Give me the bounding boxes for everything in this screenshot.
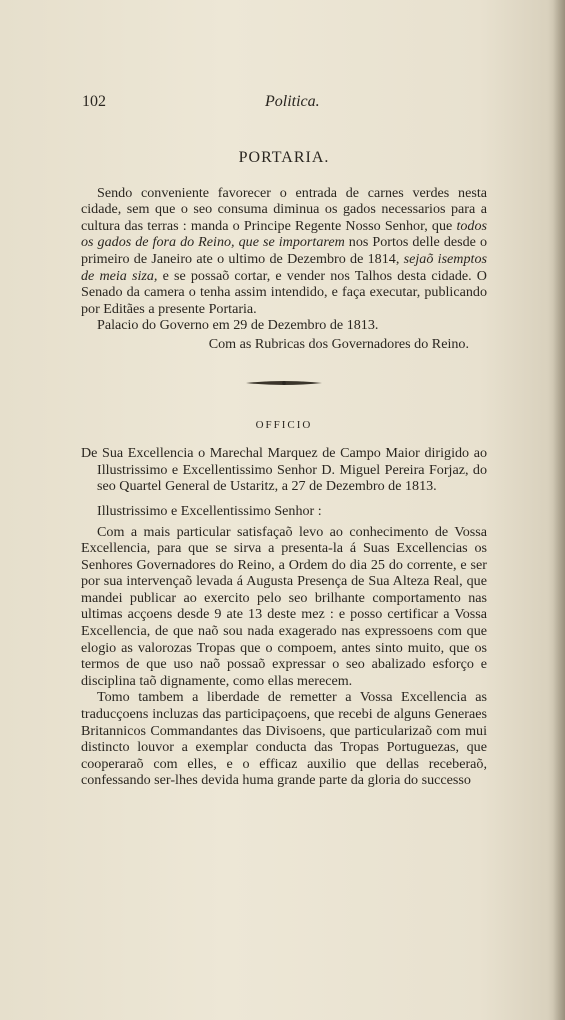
portaria-signoff: Com as Rubricas dos Governadores do Reino. [208,335,469,352]
portaria-italic-1: todos os gados de fora do Reino, que se importarem [81,217,487,251]
officio-heading: OFFICIO [255,418,313,431]
portaria-italic-2: sejaõ isemptos de meia siza, [81,250,487,284]
portaria-dateline: Palacio do Governo em 29 de Dezembro de 1813. [97,317,379,334]
portaria-text-2: nos Portos delle desde o primeiro de Janeiro ate o ultimo de Dezembro de 1814, [81,234,487,267]
ornament-divider [246,379,322,387]
page-edge-shadow [553,0,565,1020]
officio-intro: De Sua Excellencia o Marechal Marquez de Campo Maior dirigido ao Illustrissimo e Excellentissimo Senhor D. Miguel Pereira Forjaz, do seo Quartel General de Ustaritz, a 27 de Dezembro de 1813. [81,445,487,495]
officio-paragraph-2: Tomo tambem a liberdade de remetter a Vossa Excellencia as traducçoens incluzas das participaçoens, que recebi de alguns Generaes Britannicos Commandantes das Divisoens, que particularizaõ com mui distincto louvor a exemplar conducta das Tropas Portuguezas, que cooperaraõ com elles, e o efficaz auxilio que dellas receberaõ, confessando ser-lhes devida huma grande parte da gloria do successo [81,689,487,789]
running-title: Politica. [265,93,320,110]
officio-paragraph-1: Com a mais particular satisfaçaõ levo ao conhecimento de Vossa Excellencia, para que se sirva a presenta-la á Suas Excellencias os Senhores Governadores do Reino, a Ordem do dia 25 do corrente, e ser por sua intervençaõ levada á Augusta Presença de Sua Alteza Real, que mandei publicar ao exercito pelo seo brilhante comportamento nas ultimas acçoens desde 9 ate 13 deste mez : e posso certificar a Vossa Excellencia, de que naõ sou nada exagerado nas expressoens com que elogio as valorozas Tropas que o compoem, antes sinto muito, que os termos de que uso naõ possaõ expressar o seo abalizado esforço e disciplina taõ dignamente, como ellas merecem. [81,523,487,689]
page-content [81,150,487,789]
portaria-text-1: Sendo conveniente favorecer o entrada de carnes verdes nesta cidade, sem que o seo consuma diminua os gados necessarios para a cultura das terras : manda o Principe Regente Nosso Senhor, que [81,184,487,234]
running-head [82,93,492,117]
officio-salutation: Illustrissimo e Excellentissimo Senhor : [97,502,322,519]
portaria-text-3: e se possaõ cortar, e vender nos Talhos desta cidade. O Senado da camera o tenha assim intendido, e faça executar, publicando por Editães a presente Portaria. [81,267,487,317]
page-number: 102 [82,93,106,110]
portaria-heading: PORTARIA. [238,149,330,166]
portaria-body [81,185,487,318]
